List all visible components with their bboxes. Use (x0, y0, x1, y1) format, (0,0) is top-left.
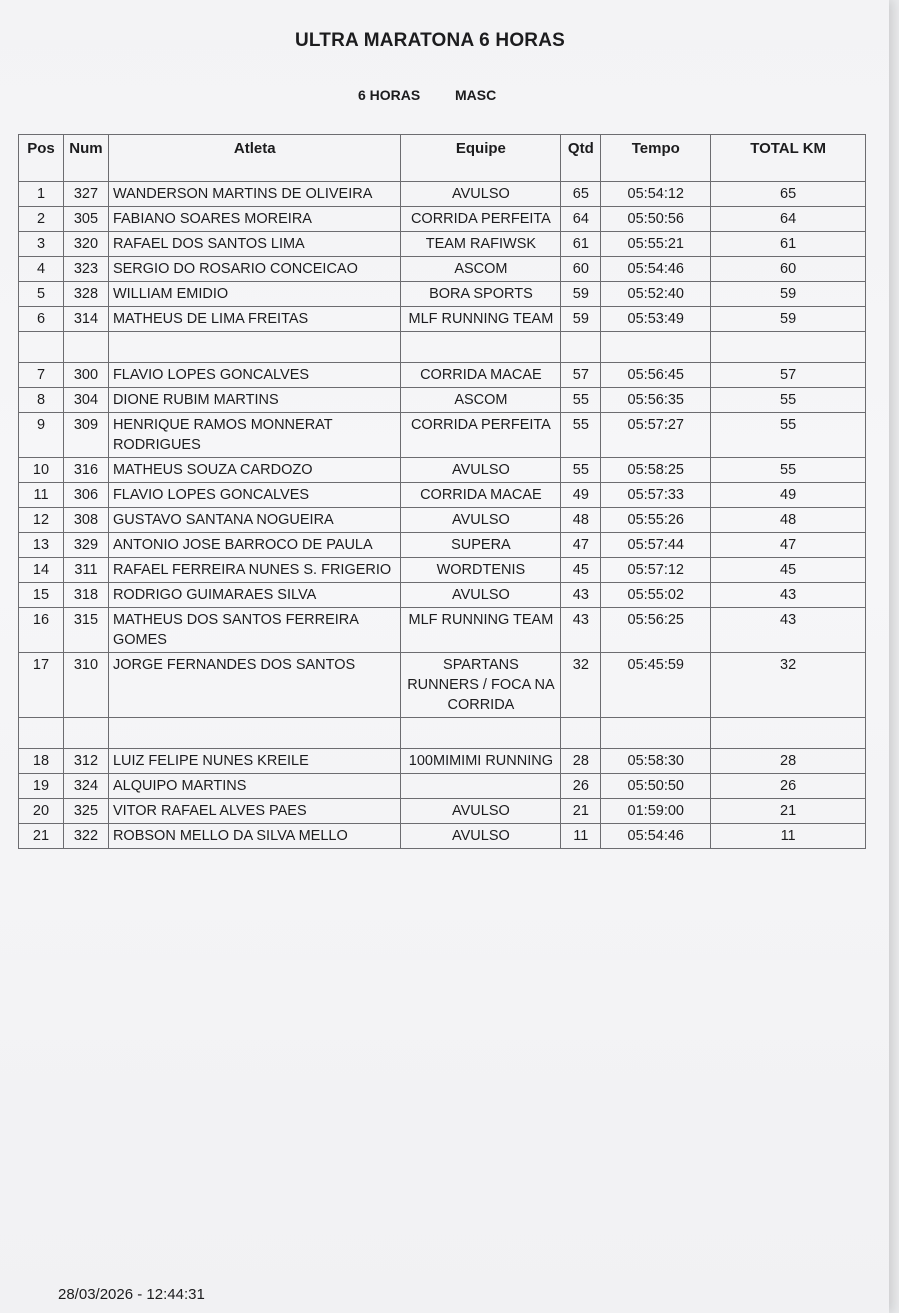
cell-qtd: 55 (561, 458, 601, 483)
cell-qtd: 59 (561, 282, 601, 307)
cell-qtd: 61 (561, 232, 601, 257)
cell-tempo: 05:54:12 (601, 182, 711, 207)
cell-num: 322 (63, 824, 108, 849)
cell-equipe: AVULSO (401, 583, 561, 608)
cell-total-km: 47 (711, 533, 866, 558)
cell-tempo: 01:59:00 (601, 799, 711, 824)
cell-equipe: CORRIDA PERFEITA (401, 207, 561, 232)
cell-tempo: 05:50:56 (601, 207, 711, 232)
cell-equipe: AVULSO (401, 824, 561, 849)
cell-pos: 12 (19, 508, 64, 533)
header-tempo: Tempo (601, 135, 711, 182)
cell-qtd: 43 (561, 583, 601, 608)
cell-pos: 14 (19, 558, 64, 583)
cell-equipe: MLF RUNNING TEAM (401, 608, 561, 653)
cell-total-km: 28 (711, 749, 866, 774)
spacer-row (19, 332, 866, 363)
cell-num: 320 (63, 232, 108, 257)
cell-equipe: SPARTANS RUNNERS / FOCA NA CORRIDA (401, 653, 561, 718)
cell-num: 328 (63, 282, 108, 307)
cell-pos: 6 (19, 307, 64, 332)
table-row (19, 413, 866, 458)
cell-num: 304 (63, 388, 108, 413)
cell-num: 315 (63, 608, 108, 653)
cell-atleta: MATHEUS DE LIMA FREITAS (108, 307, 401, 332)
cell-total-km: 49 (711, 483, 866, 508)
spacer-row (19, 718, 866, 749)
cell-num: 311 (63, 558, 108, 583)
cell-tempo: 05:52:40 (601, 282, 711, 307)
cell-atleta: ALQUIPO MARTINS (108, 774, 401, 799)
table-row (19, 799, 866, 824)
cell-tempo: 05:56:25 (601, 608, 711, 653)
cell-total-km: 55 (711, 458, 866, 483)
cell-tempo: 05:55:26 (601, 508, 711, 533)
table-row (19, 307, 866, 332)
cell-pos: 2 (19, 207, 64, 232)
cell-tempo: 05:55:02 (601, 583, 711, 608)
cell-tempo: 05:54:46 (601, 257, 711, 282)
table-row (19, 458, 866, 483)
cell-atleta: FLAVIO LOPES GONCALVES (108, 483, 401, 508)
cell-total-km: 55 (711, 388, 866, 413)
table-row (19, 483, 866, 508)
cell-atleta: MATHEUS DOS SANTOS FERREIRA GOMES (108, 608, 401, 653)
cell-tempo: 05:58:25 (601, 458, 711, 483)
cell-pos: 5 (19, 282, 64, 307)
cell-equipe: CORRIDA MACAE (401, 483, 561, 508)
cell-total-km: 21 (711, 799, 866, 824)
table-row (19, 508, 866, 533)
cell-pos: 15 (19, 583, 64, 608)
cell-qtd: 32 (561, 653, 601, 718)
cell-num: 318 (63, 583, 108, 608)
cell-equipe: CORRIDA MACAE (401, 363, 561, 388)
cell-total-km: 59 (711, 307, 866, 332)
cell-num: 314 (63, 307, 108, 332)
cell-tempo: 05:53:49 (601, 307, 711, 332)
cell-equipe: ASCOM (401, 388, 561, 413)
cell-qtd: 60 (561, 257, 601, 282)
cell-qtd: 47 (561, 533, 601, 558)
cell-atleta: JORGE FERNANDES DOS SANTOS (108, 653, 401, 718)
cell-equipe: AVULSO (401, 458, 561, 483)
cell-num: 305 (63, 207, 108, 232)
table-row (19, 388, 866, 413)
cell-num: 329 (63, 533, 108, 558)
cell-atleta: WANDERSON MARTINS DE OLIVEIRA (108, 182, 401, 207)
cell-equipe: SUPERA (401, 533, 561, 558)
cell-tempo: 05:55:21 (601, 232, 711, 257)
header-row (19, 135, 866, 182)
results-table (18, 134, 866, 849)
gender-label: MASC (455, 87, 497, 103)
cell-pos: 21 (19, 824, 64, 849)
cell-atleta: FABIANO SOARES MOREIRA (108, 207, 401, 232)
cell-atleta: RODRIGO GUIMARAES SILVA (108, 583, 401, 608)
cell-equipe (401, 774, 561, 799)
cell-num: 325 (63, 799, 108, 824)
cell-qtd: 21 (561, 799, 601, 824)
cell-atleta: HENRIQUE RAMOS MONNERAT RODRIGUES (108, 413, 401, 458)
cell-pos: 11 (19, 483, 64, 508)
cell-atleta: MATHEUS SOUZA CARDOZO (108, 458, 401, 483)
cell-atleta: RAFAEL FERREIRA NUNES S. FRIGERIO (108, 558, 401, 583)
cell-num: 309 (63, 413, 108, 458)
cell-qtd: 55 (561, 413, 601, 458)
cell-qtd: 65 (561, 182, 601, 207)
table-row (19, 363, 866, 388)
cell-tempo: 05:57:33 (601, 483, 711, 508)
cell-qtd: 48 (561, 508, 601, 533)
cell-equipe: MLF RUNNING TEAM (401, 307, 561, 332)
cell-num: 324 (63, 774, 108, 799)
cell-num: 316 (63, 458, 108, 483)
cell-num: 306 (63, 483, 108, 508)
cell-atleta: ROBSON MELLO DA SILVA MELLO (108, 824, 401, 849)
table-row (19, 282, 866, 307)
cell-qtd: 49 (561, 483, 601, 508)
cell-atleta: SERGIO DO ROSARIO CONCEICAO (108, 257, 401, 282)
cell-pos: 18 (19, 749, 64, 774)
cell-equipe: AVULSO (401, 182, 561, 207)
cell-total-km: 26 (711, 774, 866, 799)
cell-total-km: 43 (711, 608, 866, 653)
cell-tempo: 05:45:59 (601, 653, 711, 718)
cell-num: 323 (63, 257, 108, 282)
cell-tempo: 05:57:44 (601, 533, 711, 558)
header-qtd: Qtd (561, 135, 601, 182)
table-row (19, 774, 866, 799)
cell-total-km: 48 (711, 508, 866, 533)
cell-pos: 3 (19, 232, 64, 257)
table-row (19, 583, 866, 608)
document-title: ULTRA MARATONA 6 HORAS (294, 30, 566, 51)
cell-pos: 16 (19, 608, 64, 653)
cell-tempo: 05:54:46 (601, 824, 711, 849)
cell-tempo: 05:57:12 (601, 558, 711, 583)
cell-tempo: 05:58:30 (601, 749, 711, 774)
table-row (19, 257, 866, 282)
cell-pos: 19 (19, 774, 64, 799)
cell-num: 310 (63, 653, 108, 718)
table-row (19, 558, 866, 583)
cell-total-km: 61 (711, 232, 866, 257)
cell-qtd: 45 (561, 558, 601, 583)
table-row (19, 608, 866, 653)
header-num: Num (63, 135, 108, 182)
cell-qtd: 11 (561, 824, 601, 849)
cell-num: 312 (63, 749, 108, 774)
table-row (19, 182, 866, 207)
cell-qtd: 59 (561, 307, 601, 332)
cell-pos: 1 (19, 182, 64, 207)
table-row (19, 533, 866, 558)
table-row (19, 824, 866, 849)
cell-qtd: 64 (561, 207, 601, 232)
cell-qtd: 28 (561, 749, 601, 774)
table-row (19, 232, 866, 257)
cell-equipe: CORRIDA PERFEITA (401, 413, 561, 458)
cell-equipe: TEAM RAFIWSK (401, 232, 561, 257)
header-atleta: Atleta (108, 135, 401, 182)
cell-num: 300 (63, 363, 108, 388)
cell-pos: 4 (19, 257, 64, 282)
cell-tempo: 05:50:50 (601, 774, 711, 799)
cell-atleta: WILLIAM EMIDIO (108, 282, 401, 307)
cell-equipe: WORDTENIS (401, 558, 561, 583)
cell-qtd: 26 (561, 774, 601, 799)
cell-atleta: DIONE RUBIM MARTINS (108, 388, 401, 413)
cell-pos: 10 (19, 458, 64, 483)
cell-equipe: BORA SPORTS (401, 282, 561, 307)
cell-atleta: RAFAEL DOS SANTOS LIMA (108, 232, 401, 257)
cell-total-km: 11 (711, 824, 866, 849)
cell-num: 308 (63, 508, 108, 533)
header-pos: Pos (19, 135, 64, 182)
cell-total-km: 55 (711, 413, 866, 458)
cell-total-km: 59 (711, 282, 866, 307)
cell-total-km: 57 (711, 363, 866, 388)
cell-atleta: ANTONIO JOSE BARROCO DE PAULA (108, 533, 401, 558)
cell-pos: 8 (19, 388, 64, 413)
cell-total-km: 65 (711, 182, 866, 207)
cell-tempo: 05:57:27 (601, 413, 711, 458)
cell-total-km: 32 (711, 653, 866, 718)
category-label: 6 HORAS (358, 87, 421, 103)
cell-equipe: AVULSO (401, 799, 561, 824)
header-total-km: TOTAL KM (711, 135, 866, 182)
cell-total-km: 60 (711, 257, 866, 282)
cell-qtd: 57 (561, 363, 601, 388)
cell-equipe: ASCOM (401, 257, 561, 282)
cell-qtd: 43 (561, 608, 601, 653)
cell-atleta: LUIZ FELIPE NUNES KREILE (108, 749, 401, 774)
table-row (19, 653, 866, 718)
cell-num: 327 (63, 182, 108, 207)
cell-pos: 20 (19, 799, 64, 824)
cell-tempo: 05:56:35 (601, 388, 711, 413)
cell-tempo: 05:56:45 (601, 363, 711, 388)
cell-atleta: VITOR RAFAEL ALVES PAES (108, 799, 401, 824)
cell-pos: 17 (19, 653, 64, 718)
cell-pos: 13 (19, 533, 64, 558)
cell-qtd: 55 (561, 388, 601, 413)
cell-atleta: FLAVIO LOPES GONCALVES (108, 363, 401, 388)
cell-pos: 7 (19, 363, 64, 388)
cell-total-km: 64 (711, 207, 866, 232)
cell-atleta: GUSTAVO SANTANA NOGUEIRA (108, 508, 401, 533)
cell-total-km: 43 (711, 583, 866, 608)
cell-equipe: 100MIMIMI RUNNING (401, 749, 561, 774)
cell-equipe: AVULSO (401, 508, 561, 533)
cell-pos: 9 (19, 413, 64, 458)
print-timestamp: 28/03/2026 - 12:44:31 (58, 1286, 205, 1303)
table-row (19, 207, 866, 232)
table-row (19, 749, 866, 774)
header-equipe: Equipe (401, 135, 561, 182)
cell-total-km: 45 (711, 558, 866, 583)
